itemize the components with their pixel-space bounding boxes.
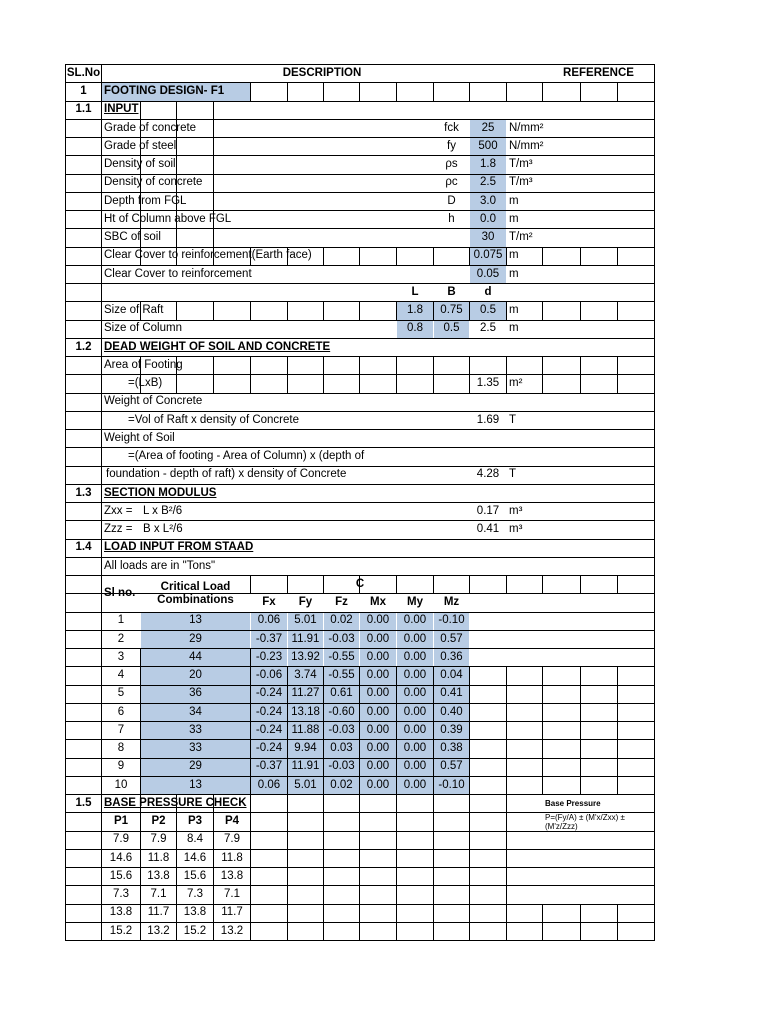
loads-row-value: 0.00 (360, 686, 396, 703)
column-d: 2.5 (480, 322, 496, 335)
loads-row-value: 0.04 (434, 667, 469, 684)
loads-row-slno: 4 (117, 669, 125, 682)
input-symbol: D (447, 194, 456, 207)
input-value: 1.8 (470, 156, 506, 173)
grid-line-vertical (580, 247, 581, 266)
column-label: Size of Column (104, 322, 182, 335)
loads-row-value: -0.24 (251, 740, 287, 757)
loads-row-value: 0.00 (397, 631, 433, 648)
input-symbol: fck (444, 121, 459, 134)
loads-col-header: Mz (443, 596, 460, 609)
ws-label: Weight of Soil (104, 431, 175, 444)
loads-row-combo: 33 (141, 722, 250, 739)
loads-row-value: 0.00 (360, 631, 396, 648)
section-title: INPUT (104, 103, 139, 116)
section-title: FOOTING DESIGN- F1 (102, 83, 250, 100)
loads-col-header: My (407, 596, 423, 609)
grid-line-vertical (617, 575, 618, 594)
loads-row-value: 0.00 (397, 759, 433, 776)
input-unit: m (509, 212, 519, 225)
grid-line-vertical (359, 301, 360, 320)
pressure-value: 13.2 (220, 924, 244, 937)
wc-formula: =Vol of Raft x density of Concrete (128, 413, 299, 426)
loads-row-combo: 44 (141, 649, 250, 666)
dim-header-d: d (484, 285, 492, 298)
section-title: DEAD WEIGHT OF SOIL AND CONCRETE (104, 340, 331, 353)
input-value: 0.075 (470, 248, 506, 265)
loads-row-value: 0.38 (434, 740, 469, 757)
grid-line-vertical (469, 575, 470, 594)
grid-line-vertical (617, 301, 618, 320)
input-value: 30 (470, 229, 506, 246)
input-unit: T/m² (509, 231, 533, 244)
pressure-value: 14.6 (183, 851, 207, 864)
area-value: 1.35 (476, 377, 500, 390)
loads-row-value: 11.91 (288, 759, 323, 776)
section-number: 1.5 (75, 796, 92, 809)
loads-row-value: 0.00 (397, 704, 433, 721)
loads-row-value: -0.23 (251, 649, 287, 666)
loads-row-slno: 5 (117, 687, 125, 700)
grid-line-vertical (542, 575, 543, 594)
ws-formula-line1: =(Area of footing - Area of Column) x (depth of (128, 450, 365, 463)
grid-line-vertical (506, 82, 507, 101)
wc-value: 1.69 (476, 413, 500, 426)
loads-row-value: 0.00 (360, 777, 396, 794)
loads-row-combo: 13 (141, 613, 250, 630)
section-number: 1.1 (75, 103, 92, 116)
grid-line-vertical (580, 82, 581, 101)
loads-row-slno: 9 (117, 760, 125, 773)
loads-row-value: 0.00 (397, 667, 433, 684)
grid-line-vertical (580, 575, 581, 594)
zzz-unit: m³ (509, 523, 523, 536)
loads-row-value: 0.36 (434, 649, 469, 666)
pressure-value: 7.9 (113, 833, 129, 846)
loads-row-combo: 29 (141, 759, 250, 776)
ref-formula: P=(Fy/A) ± (M'x/Zxx) ± (M'z/Zzz) (545, 813, 625, 832)
input-value: 3.0 (470, 193, 506, 210)
loads-row-value: -0.37 (251, 631, 287, 648)
input-unit: T/m³ (509, 158, 533, 171)
loads-row-value: 11.91 (288, 631, 323, 648)
pressure-value: 7.1 (224, 888, 240, 901)
input-unit: N/mm² (509, 139, 544, 152)
loads-row-value: 0.03 (324, 740, 359, 757)
raft-L: 1.8 (397, 302, 433, 319)
section-number: 1 (80, 85, 87, 98)
loads-row-slno: 3 (117, 650, 125, 663)
loads-row-slno: 8 (117, 742, 125, 755)
loads-row-value: 11.88 (288, 722, 323, 739)
loads-row-value: 0.40 (434, 704, 469, 721)
grid-line-vertical (469, 82, 470, 101)
pressure-value: 7.3 (187, 888, 203, 901)
input-label: Density of concrete (104, 176, 203, 189)
input-label: Density of soil (104, 158, 176, 171)
loads-row-value: -0.10 (434, 777, 469, 794)
loads-header-c: C (355, 577, 365, 590)
grid-line-vertical (287, 82, 288, 101)
grid-line-vertical (323, 82, 324, 101)
pressure-value: 7.9 (150, 833, 167, 846)
input-label: Grade of concrete (104, 121, 197, 134)
pressure-value: 7.1 (150, 888, 167, 901)
loads-row-value: -0.24 (251, 704, 287, 721)
input-label: Clear Cover to reinforcement (104, 267, 252, 280)
loads-row-value: -0.24 (251, 722, 287, 739)
dim-header-B: B (447, 285, 456, 298)
grid-line-vertical (287, 301, 288, 320)
loads-row-value: -0.60 (324, 704, 359, 721)
loads-row-slno: 7 (117, 723, 125, 736)
zxx-formula: L x B²/6 (143, 504, 183, 517)
loads-row-value: 0.00 (397, 740, 433, 757)
input-label: Depth from FGL (104, 194, 187, 207)
input-value: 0.0 (470, 211, 506, 228)
pressure-value: 15.6 (183, 869, 207, 882)
loads-row-value: 0.39 (434, 722, 469, 739)
loads-row-value: 0.00 (397, 686, 433, 703)
header-description: DESCRIPTION (282, 66, 362, 79)
zxx-value: 0.17 (476, 504, 500, 517)
loads-row-value: 0.00 (397, 777, 433, 794)
loads-row-value: 0.00 (397, 722, 433, 739)
section-title: LOAD INPUT FROM STAAD (104, 541, 254, 554)
loads-col-header: Fy (298, 596, 313, 609)
wc-label: Weight of Concrete (104, 395, 203, 408)
pressure-value: 13.8 (109, 906, 133, 919)
loads-row-value: 0.00 (360, 649, 396, 666)
loads-row-value: 0.00 (360, 740, 396, 757)
loads-header-combo: Critical Load Combinations (157, 581, 234, 606)
header-slno: SL.No (66, 66, 101, 79)
loads-col-header: Mx (370, 596, 386, 609)
grid-line-vertical (323, 301, 324, 320)
ws-formula-line2: foundation - depth of raft) x density of Concrete (106, 468, 347, 481)
zzz-formula: B x L²/6 (143, 523, 183, 536)
loads-row-value: -0.55 (324, 649, 359, 666)
grid-line-vertical (617, 247, 618, 266)
loads-row-value: 0.41 (434, 686, 469, 703)
loads-row-value: 9.94 (288, 740, 323, 757)
loads-row-value: 0.00 (397, 613, 433, 630)
input-unit: m (509, 249, 519, 262)
loads-row-value: 0.06 (251, 613, 287, 630)
grid-line-vertical (433, 82, 434, 101)
input-value: 2.5 (470, 175, 506, 192)
loads-col-header: Fz (335, 596, 348, 609)
input-symbol: ρc (445, 176, 458, 189)
header-reference: REFERENCE (563, 66, 634, 79)
loads-row-combo: 29 (141, 631, 250, 648)
loads-row-value: 0.00 (360, 667, 396, 684)
loads-row-value: 0.61 (324, 686, 359, 703)
area-formula: =(LxB) (128, 377, 163, 390)
pressure-value: 13.2 (147, 924, 170, 937)
pressure-col-header: P4 (224, 815, 240, 828)
loads-row-value: -0.03 (324, 759, 359, 776)
loads-header-slno: Sl no. (104, 587, 136, 599)
zxx-label: Zxx = (104, 504, 133, 517)
pressure-value: 11.7 (147, 906, 170, 919)
loads-row-combo: 34 (141, 704, 250, 721)
loads-row-combo: 36 (141, 686, 250, 703)
section-title: SECTION MODULUS (104, 486, 217, 499)
input-label: Clear Cover to reinforcement(Earth face) (104, 249, 312, 262)
column-L: 0.8 (397, 321, 433, 338)
loads-row-value: 0.00 (360, 613, 396, 630)
loads-row-value: 13.92 (288, 649, 323, 666)
input-label: Ht of Column above FGL (104, 212, 232, 225)
raft-B: 0.75 (434, 302, 469, 319)
input-symbol: h (448, 212, 455, 225)
pressure-value: 14.6 (109, 851, 133, 864)
grid-line-vertical (396, 82, 397, 101)
section-number: 1.4 (75, 541, 92, 554)
loads-row-value: 0.57 (434, 759, 469, 776)
input-unit: m (509, 267, 519, 280)
pressure-value: 7.3 (113, 888, 129, 901)
grid-line-vertical (617, 82, 618, 101)
loads-row-value: 0.00 (397, 649, 433, 666)
zxx-unit: m³ (509, 504, 523, 517)
input-value: 500 (470, 138, 506, 155)
grid-line-vertical (542, 82, 543, 101)
pressure-value: 13.8 (220, 869, 244, 882)
loads-row-value: 0.02 (324, 777, 359, 794)
ws-unit: T (509, 468, 517, 481)
pressure-col-header: P1 (113, 815, 129, 828)
loads-row-value: -0.55 (324, 667, 359, 684)
input-label: Grade of steel (104, 139, 177, 152)
loads-row-slno: 10 (114, 778, 128, 791)
loads-row-value: -0.03 (324, 722, 359, 739)
grid-line-vertical (542, 301, 543, 320)
grid-line-vertical (396, 247, 397, 266)
loads-row-slno: 6 (117, 705, 125, 718)
pressure-value: 13.8 (147, 869, 170, 882)
grid-line-vertical (580, 301, 581, 320)
grid-line-vertical (359, 82, 360, 101)
pressure-value: 13.8 (183, 906, 207, 919)
loads-row-value: 5.01 (288, 613, 323, 630)
input-value: 25 (470, 120, 506, 137)
input-unit: m (509, 194, 519, 207)
area-label: Area of Footing (104, 358, 183, 371)
loads-row-value: -0.24 (251, 686, 287, 703)
loads-row-value: 0.00 (360, 722, 396, 739)
loads-row-value: 3.74 (288, 667, 323, 684)
loads-note: All loads are in "Tons" (104, 559, 216, 572)
pressure-col-header: P2 (151, 815, 166, 828)
dim-header-L: L (411, 285, 419, 298)
area-unit: m² (509, 377, 523, 390)
loads-row-value: 0.57 (434, 631, 469, 648)
input-unit: T/m³ (509, 176, 533, 189)
pressure-value: 15.6 (109, 869, 133, 882)
raft-d: 0.5 (470, 302, 506, 319)
column-unit: m (509, 322, 519, 335)
loads-row-slno: 1 (117, 614, 125, 627)
input-symbol: fy (447, 139, 456, 152)
raft-label: Size of Raft (104, 304, 164, 317)
grid-line-horizontal (65, 283, 655, 284)
loads-row-value: -0.37 (251, 759, 287, 776)
grid-line-horizontal (65, 940, 655, 941)
pressure-value: 7.9 (224, 833, 240, 846)
grid-line-vertical (506, 575, 507, 594)
grid-line-vertical (506, 666, 507, 941)
loads-row-value: 0.02 (324, 613, 359, 630)
grid-line-vertical (250, 301, 251, 320)
loads-row-value: 11.27 (288, 686, 323, 703)
loads-col-header: Fx (262, 596, 276, 609)
pressure-value: 11.8 (221, 851, 243, 864)
loads-row-combo: 33 (141, 740, 250, 757)
pressure-value: 8.4 (187, 833, 203, 846)
zzz-value: 0.41 (476, 523, 500, 536)
section-number: 1.2 (75, 340, 92, 353)
input-symbol: ρs (445, 158, 458, 171)
grid-line-vertical (250, 82, 251, 101)
loads-row-value: 0.00 (360, 759, 396, 776)
pressure-value: 11.8 (147, 851, 170, 864)
loads-row-value: 5.01 (288, 777, 323, 794)
ref-title: Base Pressure (545, 798, 601, 808)
loads-row-value: -0.03 (324, 631, 359, 648)
loads-row-slno: 2 (117, 632, 125, 645)
loads-row-value: 13.18 (288, 704, 323, 721)
grid-line-vertical (542, 247, 543, 266)
loads-row-combo: 13 (141, 777, 250, 794)
pressure-value: 11.7 (221, 906, 243, 919)
column-B: 0.5 (434, 321, 469, 338)
pressure-value: 15.2 (109, 924, 133, 937)
pressure-col-header: P3 (187, 815, 203, 828)
loads-row-combo: 20 (141, 667, 250, 684)
ws-value: 4.28 (476, 468, 500, 481)
pressure-value: 15.2 (183, 924, 207, 937)
wc-unit: T (509, 413, 517, 426)
raft-unit: m (509, 304, 519, 317)
loads-row-value: 0.00 (360, 704, 396, 721)
loads-row-value: 0.06 (251, 777, 287, 794)
loads-row-value: -0.06 (251, 667, 287, 684)
input-unit: N/mm² (509, 121, 544, 134)
input-value: 0.05 (470, 266, 506, 283)
zzz-label: Zzz = (104, 523, 133, 536)
input-label: SBC of soil (104, 231, 161, 244)
section-title: BASE PRESSURE CHECK (104, 796, 247, 809)
grid-line-vertical (469, 666, 470, 941)
loads-row-value: -0.10 (434, 613, 469, 630)
grid-line-vertical (433, 247, 434, 266)
section-number: 1.3 (75, 486, 92, 499)
